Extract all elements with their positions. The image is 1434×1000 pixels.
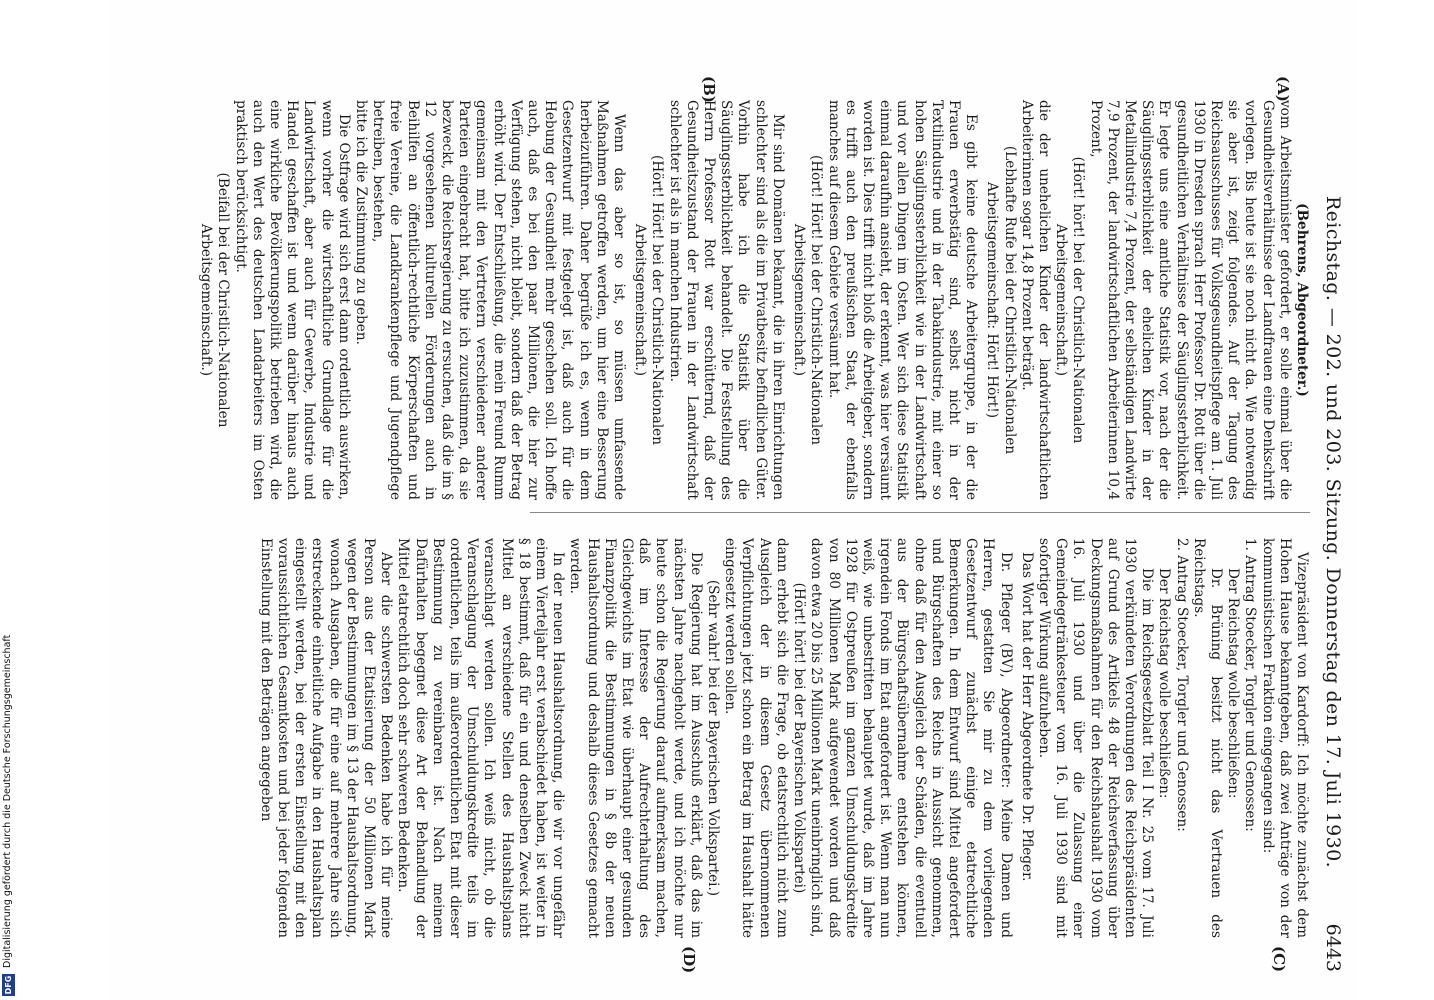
- list-item-text: Die im Reichsgesetzblatt Teil I Nr. 25 vom 17. Juli 1930 verkündeten Verordnungen des Reichspräsidenten auf Grund des Artikels 48 der Reichsverfassung über Deckungsmaßnahmen für den Reichshaushalt 1930 vom 16. Juli 1930 und über die Zulassung einer Gemeindegetränkesteuer vom 16. Juli 1930 sind mit sofortiger Wirkung aufzuheben.: [1035, 538, 1156, 938]
- margin-marker-a: (A): [1274, 76, 1292, 102]
- page-title: Reichstag. — 202. und 203. Sitzung. Donnerstag den 17. Juli 1930.: [1322, 195, 1344, 869]
- interjection: (Hört! Hört! bei der Christlich-Nationalen Arbeitsgemeinschaft.): [632, 155, 666, 445]
- list-item-text: Dr. Brüning besitzt nicht das Vertrauen des Reichstags.: [1190, 538, 1224, 938]
- paragraph: Aber die schwersten Bedenken habe ich für meine Person aus der Etatisierung der 50 Millionen Mark wegen der Bestimmungen im § 13 der Haushaltsordnung, wonach Ausgaben, die für eine auf mehrere Jahre sich erstreckende einheitliche Aufgabe in den Haushaltsplan eingestellt werden, bei der ersten Einstellung mit den voraussichtlichen Gesamtkosten und bei jeder folgenden Einstellung mit den Beträgen angegeben: [257, 538, 395, 938]
- interjection: (Hört! Hört! bei der Christlich-Nationalen Arbeitsgemeinschaft.): [791, 155, 825, 445]
- list-item-text: Der Reichstag wolle beschließen:: [1156, 568, 1173, 799]
- paragraph: dann erhebt sich die Frage, ob etatsrechtlich nicht zum Ausgleich der in diesem Gesetz übernommenen Verpflichtungen jetzt schon ein Betrag im Haushalt hätte eingesetzt werden sollen.: [722, 538, 790, 938]
- dfg-logo: DFG: [4, 975, 13, 995]
- margin-marker-b: (B): [700, 76, 718, 103]
- paragraph: bitte ich die Zustimmung zu geben.: [353, 100, 370, 345]
- interjection: (Hört! hört! bei der Bayerischen Volkspartei): [791, 582, 808, 894]
- page-number: 6443: [1322, 923, 1344, 972]
- paragraph: In der neuen Haushaltsordnung, die wir vor ungefähr einem Vierteljahr erst verabschiedet haben, ist weiter in § 18 bestimmt, daß für ein und denselben Zweck nicht Mittel an verschiedene Stellen des Haushaltsplans veranschlagt werden sollen. Ich weiß nicht, ob die Veranschlagung der Umschuldungskredite teils im ordentlichen, teils im außerordentlichen Etat mit dieser Bestimmung zu vereinbaren ist. Nach meinem Dafürhalten begegnet diese Art der Behandlung der Mittel etatrechtlich doch sehr schweren Bedenken.: [395, 538, 567, 938]
- speaker-line: (Behrens, Abgeordneter.): [1294, 203, 1310, 397]
- paragraph: Die Regierung hat im Ausschuß erklärt, daß das im nächsten Jahre nachgeholt werde, und ich möchte nur heute schon die Regierung darauf aufmerksam machen, daß im Interesse der Aufrechterhaltung des Gleichgewichts im Etat wie überhaupt einer gesunden Finanzpolitik die Bestimmungen in § 8b der neuen Haushaltsordnung und deshalb dieses Gesetzes gemacht werden.: [567, 538, 704, 938]
- interjection: (Lebhafte Rufe bei der Christlich-Nationalen Arbeitsgemeinschaft: Hört! Hört!): [984, 145, 1018, 455]
- paragraph: Wenn das aber so ist, so müssen umfassende Maßnahmen getroffen werden, um hier eine Besserung herbeizuführen. Daher begrüße ich es, wenn in dem Gesetzentwurf mit festgelegt ist, daß auch für die Hebung der Gesundheit mehr geschehen soll. Ich hoffe auch, daß es bei den paar Millionen, die hier zur Verfügung stehen, nicht bleibt, sondern daß der Betrag erhöht wird. Der Entschließung, die mein Freund Rumm gemeinsam mit den Vertretern verschiedener anderer Parteien eingebracht hat, bitte ich zuzustimmen, da sie bezweckt, die Reichsregierung zu ersuchen, daß die im § 12 vorgesehenen kulturellen Förderungen auch in Beihilfen an öffentlich-rechtliche Körperschaften und freie Vereine, die Landkrankenpflege und Jugendpflege betreiben, bestehen,: [370, 100, 628, 500]
- digitization-footer: [0, 0, 18, 1000]
- list-item-text: Der Reichstag wolle beschließen:: [1225, 568, 1242, 799]
- interjection: (Beifall bei der Christlich-Nationalen Arbeitsgemeinschaft.): [198, 172, 232, 428]
- paragraph: Dr. Pfleger (BV), Abgeordneter: Meine Damen und Herren, gestatten Sie mir zu dem vorliegenden Gesetzentwurf zunächst einige etatrechtliche Bemerkungen. In dem Entwurf sind Mittel angefordert und Bürgschaften des Reichs in Aussicht genommen, ohne daß für den Ausgleich der Schäden, die eventuell aus der Bürgschaftsübernahme entstehen können, irgendein Fonds im Etat angefordert ist. Wenn man nun weiß, wie unbestritten behauptet wurde, daß im Jahre 1928 für Ostpreußen im ganzen Umschuldungskredite von 80 Millionen Mark aufgewendet worden und daß davon etwa 20 bis 25 Millionen Mark uneinbringlich sind,: [808, 538, 1014, 938]
- document-page: [108, 0, 1358, 1000]
- interjection: (Hört! hört! bei der Christlich-Nationalen Arbeitsgemeinschaft.): [1053, 156, 1087, 444]
- margin-marker-d: (D): [680, 946, 698, 974]
- list-item: 2. Antrag Stoecker, Torgler und Genossen:: [1173, 538, 1190, 832]
- paragraph: Das Wort hat der Herr Abgeordnete Dr. Pfleger.: [1018, 552, 1035, 882]
- paragraph: vom Arbeitsminister gefordert, er solle einmal über die Gesundheitsverhältnisse der Landfrauen eine Denkschrift vorlegen. Bis heute ist sie noch nicht da. Wie notwendig sie aber ist, zeigt folgendes. Auf der Tagung des Reichsausschusses für Volksgesundheitspflege am 1. Juli 1930 in Dresden sprach Herr Professor Dr. Rott über die gesundheitlichen Verhältnisse der Säuglingssterblichkeit. Er legte uns eine amtliche Statistik vor, nach der die Säuglingssterblichkeit der ehelichen Kinder in der Metallindustrie 7,4 Prozent, der selbständigen Landwirte 7,9 Prozent, der landwirtschaftlichen Arbeiterinnen 10,4 Prozent,: [1087, 100, 1293, 500]
- column-divider: [530, 512, 1310, 513]
- right-column: [257, 538, 1310, 938]
- left-column: [198, 100, 1310, 500]
- paragraph: die der unehelichen Kinder der landwirtschaftlichen Arbeiterinnen sogar 14,8 Prozent beträgt.: [1018, 100, 1052, 500]
- paragraph: Es gibt keine deutsche Arbeitergruppe, in der die Frauen erwerbstätig sind, selbst nicht in der Textilindustrie und in der Tabakindustrie, mit einer so hohen Säuglingssterblichkeit wie in der Landwirtschaft und vor allen Dingen im Osten. Wer sich diese Statistik einmal daraufhin ansieht, der erkennt, was hier versäumt worden ist. Dies trifft nicht bloß die Arbeitgeber, sondern es trifft auch den preußischen Staat, der ebenfalls manches auf diesem Gebiete versäumt hat.: [825, 100, 980, 500]
- interjection: (Sehr wahr! bei der Bayerischen Volkspartei.): [705, 579, 722, 897]
- margin-marker-c: (C): [1270, 946, 1288, 973]
- page-header: [1316, 102, 1350, 982]
- digitization-note: Digitalisierung gefördert durch die Deutsche Forschungsgemeinschaft: [2, 634, 13, 968]
- list-item: 1. Antrag Stoecker, Torgler und Genossen:: [1242, 538, 1259, 832]
- paragraph: Die Ostfrage wird sich erst dann ordentlich auswirken, wenn vorher die wirtschaftliche Grundlage für die Landwirtschaft, aber auch für Gewerbe, Industrie und Handel geschaffen ist und wenn darüber hinaus auch eine wirkliche Bevölkerungspolitik betrieben wird, die auch den Wert des deutschen Landarbeiters im Osten praktisch berücksichtigt.: [232, 100, 352, 500]
- paragraph: Vizepräsident von Kardorff: Ich möchte zunächst dem Hohen Hause bekanntgeben, daß zwei Anträge von der kommunistischen Fraktion eingegangen sind:: [1259, 538, 1310, 938]
- paragraph: Mir sind Domänen bekannt, die in ihren Einrichtungen schlechter sind als die im Privatbesitz befindlichen Güter. Vorhin habe ich die Statistik über die Säuglingssterblichkeit behandelt. Die Feststellung des Herrn Professor Rott war erschütternd, daß der Gesundheitszustand der Frauen in der Landwirtschaft schlechter ist als in manchen Industrien.: [666, 100, 786, 500]
